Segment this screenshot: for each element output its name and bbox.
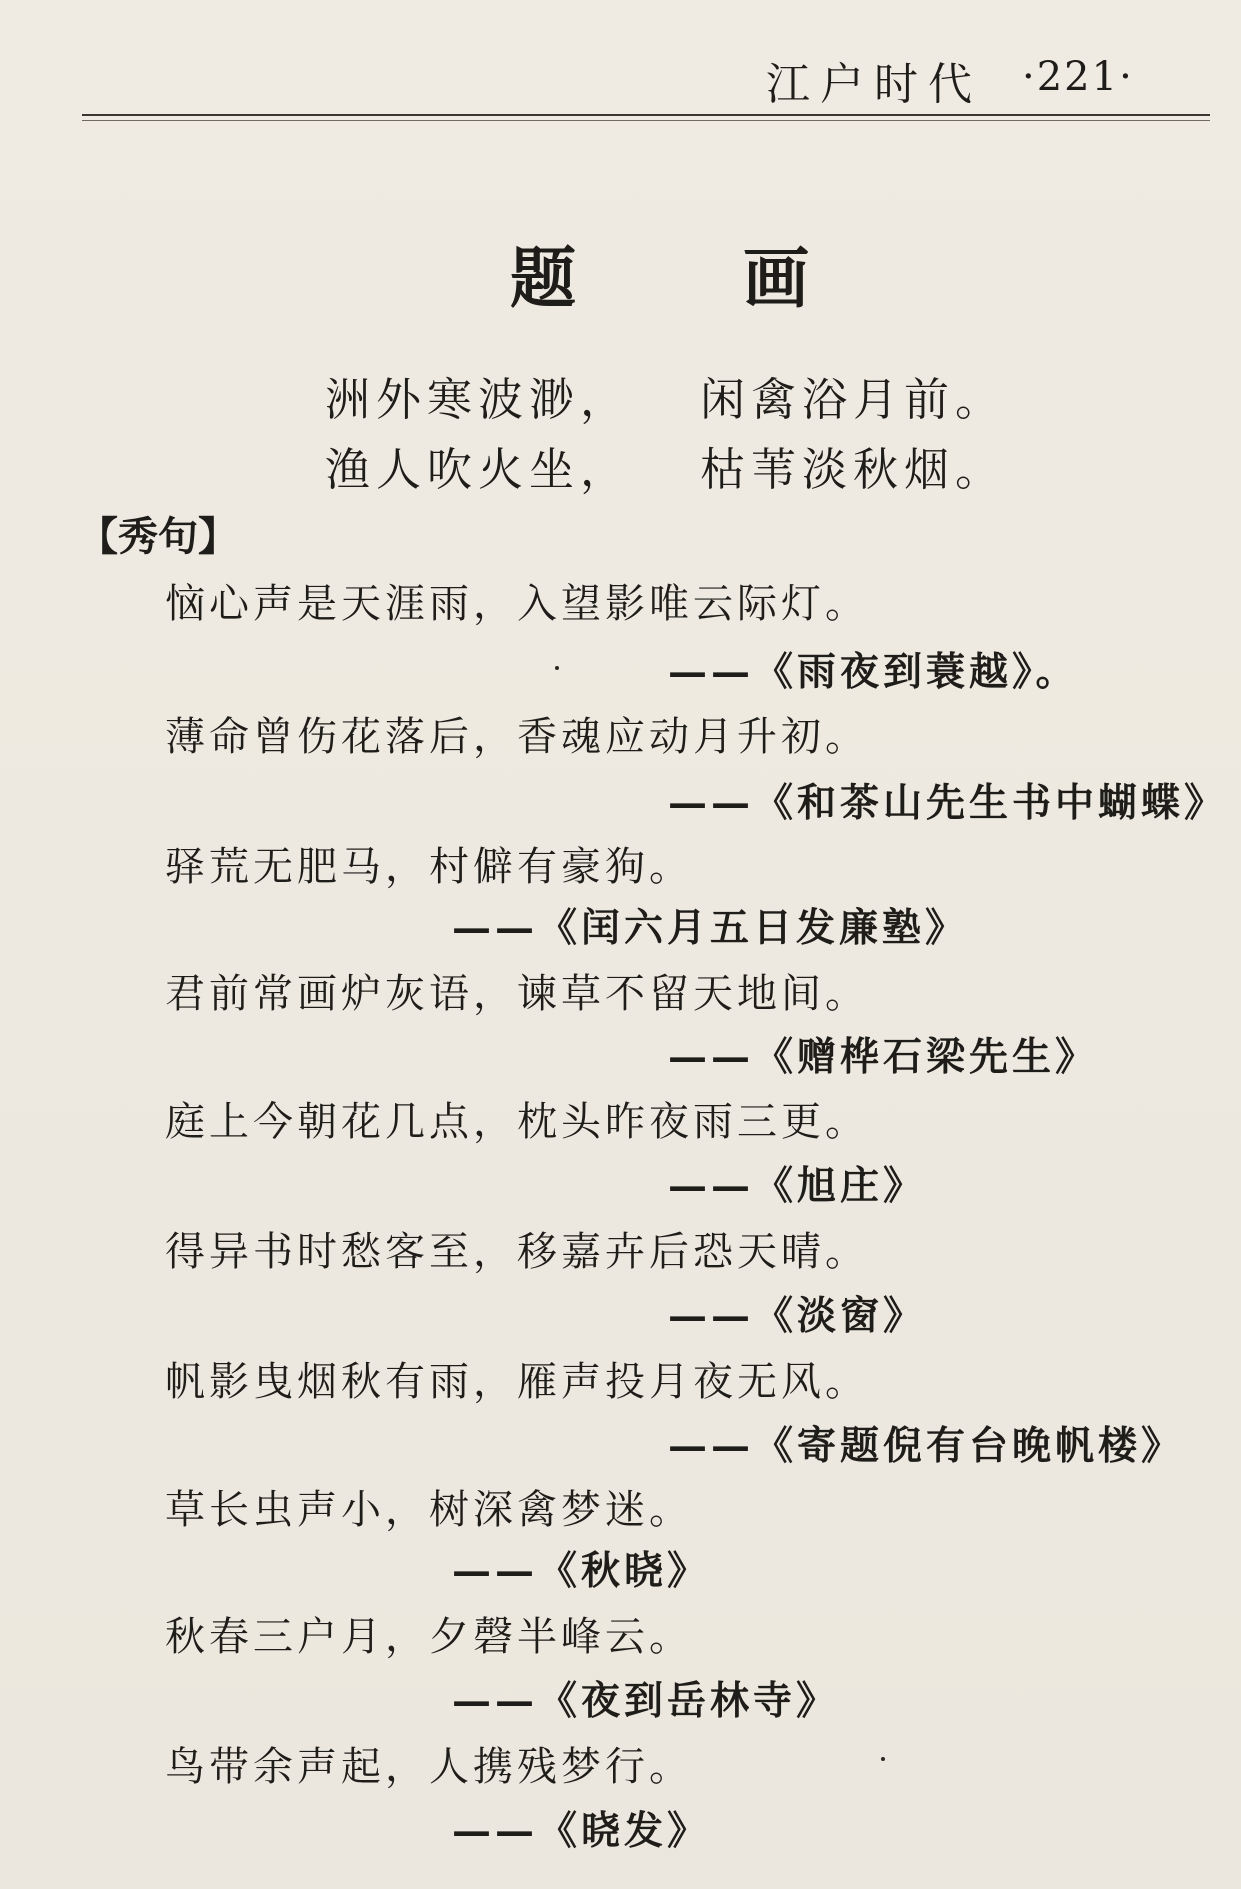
header-rule-secondary — [82, 120, 1210, 121]
excerpt-line-1: 恼心声是天涯雨，入望影唯云际灯。 — [165, 581, 869, 627]
excerpt-line-7: 帆影曳烟秋有雨，雁声投月夜无风。 — [165, 1359, 869, 1405]
running-header-chapter: 江户时代 — [766, 59, 982, 110]
excerpt-line-10: 鸟带余声起，人携残梦行。 — [165, 1744, 693, 1790]
excerpt-source-3: ——《闰六月五日发廉塾》 — [452, 905, 969, 951]
excerpt-line-4: 君前常画炉灰语，谏草不留天地间。 — [165, 971, 869, 1017]
excerpt-source-10: ——《晓发》 — [452, 1808, 711, 1854]
poem-line-1-first-half: 洲外寒波渺， — [325, 373, 632, 426]
excerpt-source-9: ——《夜到岳林寺》 — [452, 1678, 840, 1724]
excerpt-source-2: ——《和茶山先生书中蝴蝶》 — [668, 780, 1228, 826]
print-speck — [881, 1757, 885, 1761]
excerpt-line-5: 庭上今朝花几点，枕头昨夜雨三更。 — [165, 1099, 869, 1145]
print-speck — [555, 666, 559, 670]
excerpt-source-4: ——《赠桦石梁先生》 — [668, 1034, 1099, 1080]
excerpt-source-7: ——《寄题倪有台晚帆楼》 — [668, 1423, 1185, 1469]
page-number: ·221· — [1022, 54, 1134, 100]
excerpt-line-2: 薄命曾伤花落后，香魂应动月升初。 — [165, 714, 869, 760]
poem-line-2-second-half: 枯苇淡秋烟。 — [700, 443, 1007, 496]
header-rule — [82, 114, 1210, 116]
excerpt-line-8: 草长虫声小，树深禽梦迷。 — [165, 1487, 693, 1533]
poem-line-2-first-half: 渔人吹火坐， — [325, 443, 632, 496]
poem-line-1-second-half: 闲禽浴月前。 — [700, 373, 1007, 426]
excerpt-source-6: ——《淡窗》 — [668, 1293, 927, 1339]
excerpt-line-6: 得异书时愁客至，移嘉卉后恐天晴。 — [165, 1229, 869, 1275]
excerpt-source-5: ——《旭庄》 — [668, 1163, 927, 1209]
excerpt-source-8: ——《秋晓》 — [452, 1548, 711, 1594]
excerpt-line-9: 秋春三户月，夕磬半峰云。 — [165, 1614, 693, 1660]
excerpt-source-1: ——《雨夜到蓑越》。 — [668, 649, 1079, 695]
section-heading: 【秀句】 — [78, 513, 238, 560]
excerpt-line-3: 驿荒无肥马，村僻有豪狗。 — [165, 844, 693, 890]
poem-title: 题 画 — [510, 239, 881, 317]
